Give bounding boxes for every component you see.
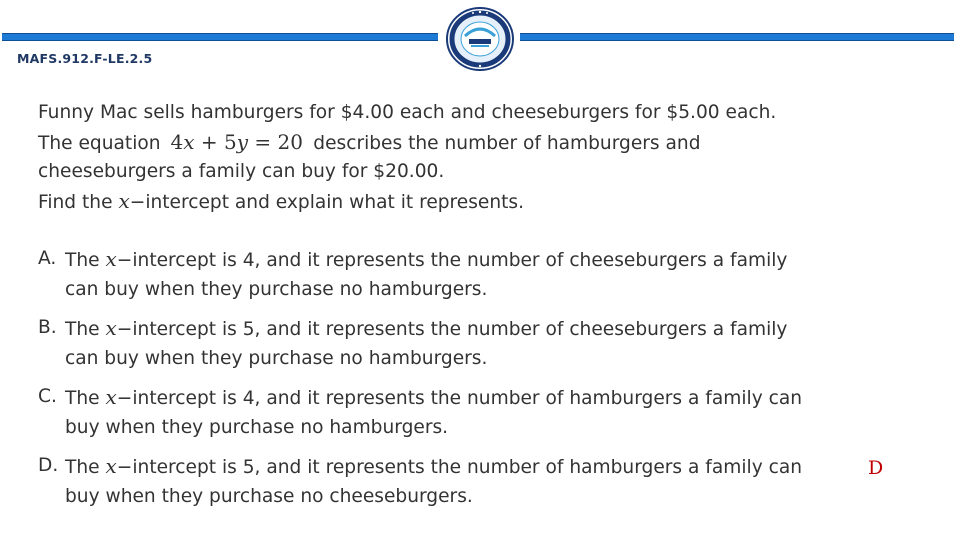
answer-choices <box>38 245 838 521</box>
choice-prefix: The <box>65 388 100 409</box>
choice-text: −intercept is 5, and it represents the number of cheeseburgers a family <box>116 319 788 340</box>
choice-prefix: The <box>65 319 100 340</box>
choice-letter: C. <box>38 386 57 407</box>
header-bar-left <box>2 33 438 41</box>
equation-coef-y: 5 <box>223 129 237 154</box>
choice-line: can buy when they purchase no hamburgers. <box>65 347 488 369</box>
question-text: Find the <box>38 191 113 213</box>
choice-letter: D. <box>38 455 59 476</box>
answer-key: D <box>868 457 884 479</box>
choice-line <box>65 383 838 414</box>
question-text: −intercept and explain what it represents. <box>129 191 525 213</box>
choice-line <box>65 245 838 276</box>
standard-code: MAFS.912.F-LE.2.5 <box>17 51 153 66</box>
choice-d[interactable] <box>38 452 838 511</box>
variable-x: x <box>105 385 117 409</box>
choice-a[interactable] <box>38 245 838 304</box>
question-line <box>38 187 828 218</box>
variable-x: x <box>105 454 117 478</box>
question-text: describes the number of hamburgers and <box>313 132 701 154</box>
equation-plus: + <box>200 129 218 154</box>
question-line <box>38 128 828 159</box>
equation-var-x: x <box>183 129 195 154</box>
choice-line: can buy when they purchase no hamburgers. <box>65 278 488 300</box>
choice-prefix: The <box>65 250 100 271</box>
choice-text: −intercept is 5, and it represents the number of hamburgers a family can <box>116 457 803 478</box>
header-bar-right <box>520 33 954 41</box>
question-line: cheeseburgers a family can buy for $20.00. <box>38 161 445 182</box>
choice-c[interactable] <box>38 383 838 442</box>
choice-b[interactable] <box>38 314 838 373</box>
equation <box>170 130 309 154</box>
choice-text: −intercept is 4, and it represents the number of hamburgers a family can <box>116 388 803 409</box>
question-stem <box>38 99 828 217</box>
choice-line <box>65 314 838 345</box>
choice-line: buy when they purchase no cheeseburgers. <box>65 485 473 507</box>
equation-rhs: 20 <box>277 129 303 154</box>
variable-x: x <box>105 316 117 340</box>
variable-x: x <box>118 188 130 213</box>
choice-line: buy when they purchase no hamburgers. <box>65 416 449 438</box>
equation-coef-x: 4 <box>170 129 184 154</box>
equation-var-y: y <box>236 129 248 154</box>
choice-text: −intercept is 4, and it represents the number of cheeseburgers a family <box>116 250 788 271</box>
school-district-seal-logo <box>443 4 517 74</box>
question-text: The equation <box>38 132 161 154</box>
choice-line <box>65 452 838 483</box>
choice-prefix: The <box>65 457 100 478</box>
choice-letter: B. <box>38 317 57 338</box>
variable-x: x <box>105 247 117 271</box>
choice-letter: A. <box>38 248 57 269</box>
question-line: Funny Mac sells hamburgers for $4.00 each and cheeseburgers for $5.00 each. <box>38 102 777 123</box>
equation-equals: = <box>254 129 272 154</box>
